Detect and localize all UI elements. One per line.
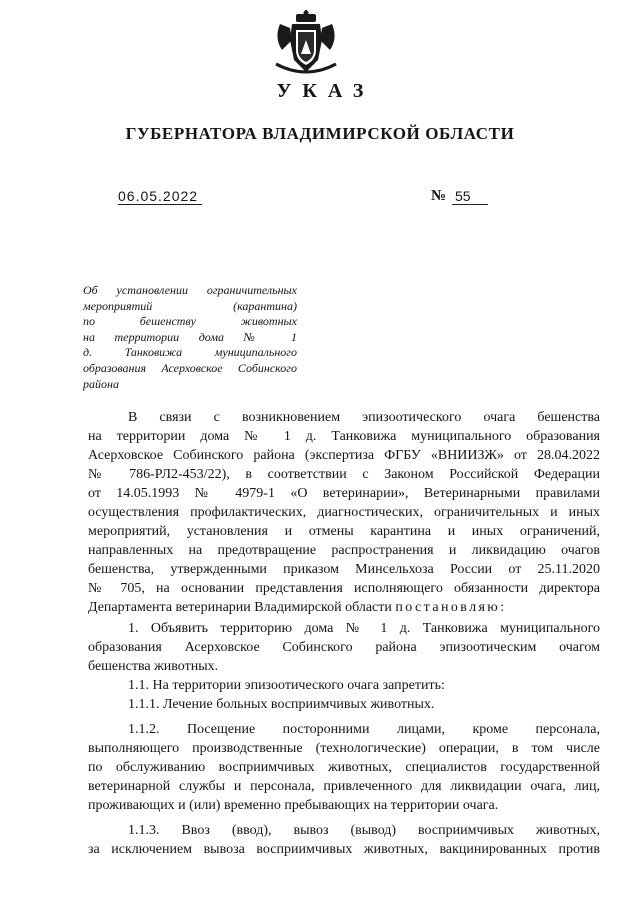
item-1-line: образования Асерховское Собинского района эпизоотическим очагом (88, 640, 600, 655)
item-1-line: 1. Объявить территорию дома № 1 д. Танковижа муниципального (128, 621, 600, 636)
preamble-line: направленных на предотвращение распространения и ликвидацию очагов (88, 543, 600, 558)
decree-verb: постановляю: (395, 600, 507, 615)
item-1-1-2-line: выполняющего производственные (технологические) операции, в том числе (88, 741, 600, 756)
item-1-1-2-line: по обслуживанию восприимчивых животных, специалистов государственной (88, 760, 600, 775)
item-1-1-2-line: ветеринарной службы и персонала, привлеченного для ликвидации очага, лиц, (88, 779, 600, 794)
decree-subject (83, 283, 297, 392)
subject-line: района (83, 376, 119, 391)
item-1-1-2 (88, 720, 600, 815)
item-1-1-3 (88, 821, 600, 859)
subject-line: по бешенству животных (83, 314, 297, 329)
preamble-line (88, 598, 600, 617)
item-1-1-1-line: 1.1.1. Лечение больных восприимчивых животных. (128, 697, 435, 712)
preamble-line: Асерховское Собинского района (экспертиза ФГБУ «ВНИИЗЖ» от 28.04.2022 (88, 448, 600, 463)
item-1-1 (88, 676, 600, 695)
preamble-text: Департамента ветеринарии Владимирской области (88, 600, 392, 615)
preamble-line: бешенства, утвержденными приказом Минсельхоза России от 25.11.2020 (88, 562, 600, 577)
decree-number: 55 (452, 188, 488, 205)
subject-line: Об установлении ограничительных (83, 283, 297, 297)
coat-of-arms-icon (272, 10, 340, 76)
document-title: УКАЗ (276, 80, 375, 102)
preamble-line: от 14.05.1993 № 4979-1 «О ветеринарии», Ветеринарными правилами (88, 486, 600, 501)
item-1-line: бешенства животных. (88, 659, 219, 674)
subject-line: мероприятий (карантина) (83, 298, 297, 313)
item-1-1-line: 1.1. На территории эпизоотического очага запретить: (128, 678, 445, 693)
item-1-1-1 (88, 695, 600, 714)
subject-line: на территории дома № 1 (83, 329, 297, 344)
item-1-1-2-line: 1.1.2. Посещение посторонними лицами, кроме персонала, (128, 722, 600, 737)
item-1-1-3-line: за исключением вывоза восприимчивых животных, вакцинированных против (88, 842, 600, 857)
decree-number-label: № (431, 188, 447, 204)
decree-date: 06.05.2022 (118, 188, 202, 205)
preamble-line: № 786-РЛ2-453/22), в соответствии с Законом Российской Федерации (88, 467, 600, 482)
item-1 (88, 619, 600, 676)
item-1-1-3-line: 1.1.3. Ввоз (ввод), вывоз (вывод) восприимчивых животных, (128, 823, 600, 838)
subject-line: д. Танковижа муниципального (83, 345, 297, 360)
subject-line: образования Асерховское Собинского (83, 360, 297, 375)
document-issuer: ГУБЕРНАТОРА ВЛАДИМИРСКОЙ ОБЛАСТИ (125, 124, 515, 143)
preamble-line: осуществления профилактических, диагностических, ограничительных и иных (88, 505, 600, 520)
item-1-1-2-line: проживающих и (или) временно пребывающих на территории очага. (88, 798, 499, 813)
preamble-paragraph (88, 408, 600, 617)
preamble-line: мероприятий, установления и отмены карантина и иных ограничений, (88, 524, 600, 539)
preamble-line: на территории дома № 1 д. Танковижа муниципального образования (88, 429, 600, 444)
decree-body (88, 408, 600, 859)
preamble-line: № 705, на основании представления исполняющего обязанности директора (88, 581, 600, 596)
preamble-line: В связи с возникновением эпизоотического очага бешенства (128, 410, 600, 425)
